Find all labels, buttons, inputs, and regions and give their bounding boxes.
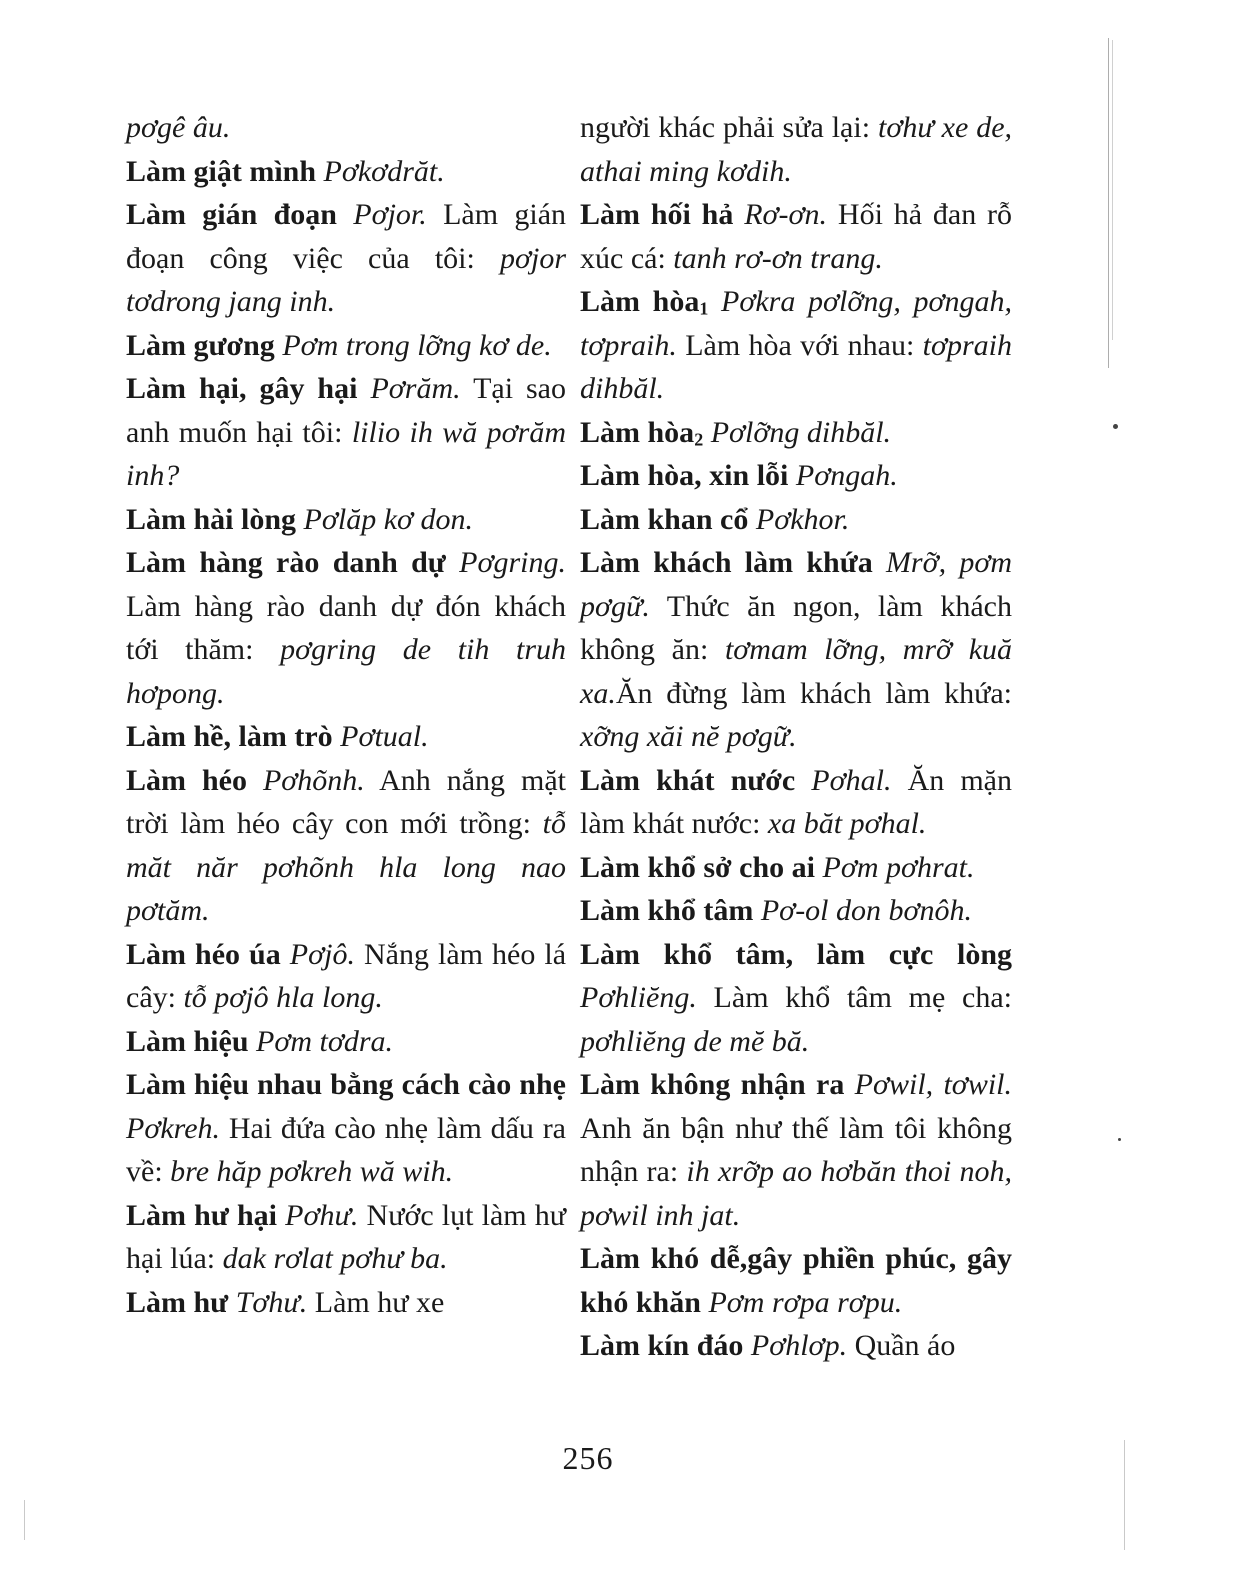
headword: Làm gián đoạn: [126, 198, 337, 231]
example-translation: pơgring de tih truh hơpong.: [126, 633, 566, 710]
dictionary-entry: [580, 106, 1012, 193]
headword: Làm kín đáo: [580, 1329, 744, 1362]
scan-speck: [1118, 1138, 1121, 1141]
scan-speck: [1113, 424, 1118, 429]
translation: Tơhư.: [235, 1285, 308, 1319]
scan-edge-line: [24, 1500, 25, 1540]
dictionary-entry: [580, 411, 1012, 455]
translation: Pơgring.: [459, 546, 566, 579]
headword: Làm gương: [126, 328, 275, 362]
translation: Pơm pơhrat.: [822, 850, 975, 884]
headword: Làm héo: [126, 763, 247, 797]
example: Tại sao anh muốn hại tôi:: [126, 372, 566, 449]
translation: Pơkhor.: [755, 502, 850, 536]
example: Hối hả đan rỗ xúc cá:: [580, 198, 1013, 275]
example-translation: pơjor tơdrong jang inh.: [126, 241, 567, 318]
dictionary-entry: [126, 498, 566, 542]
headword: Làm hề, làm trò: [126, 720, 333, 753]
dictionary-entry: [126, 1194, 566, 1281]
example-translation: xỡng xăi nĕ pơgữ.: [580, 720, 797, 753]
example: Làm hòa với nhau:: [685, 328, 915, 362]
example: Thức ăn ngon, làm khách không ăn:: [580, 589, 1012, 666]
left-column: [126, 106, 566, 1324]
scan-edge-line: [1124, 1440, 1125, 1550]
dictionary-entry: [580, 498, 1012, 542]
translation: Pơwil, tơwil.: [854, 1068, 1013, 1101]
headword: Làm hài lòng: [126, 502, 297, 536]
headword: Làm khan cổ: [580, 502, 749, 536]
example: Anh ăn bận như thế làm tôi không nhận ra:: [580, 1111, 1012, 1188]
example-translation: tanh rơ-ơn trang.: [673, 241, 883, 275]
translation: Pơkreh.: [126, 1111, 221, 1145]
headword: Làm héo úa: [126, 937, 281, 971]
headword: Làm khát nước: [580, 763, 796, 797]
example-translation: dak rơlat pơhư ba.: [222, 1242, 448, 1275]
example: Hai đứa cào nhẹ làm dấu ra về:: [126, 1111, 566, 1188]
right-column: [580, 106, 1012, 1368]
example-translation: tỗ pơjô hla long.: [183, 981, 383, 1014]
translation: Pơ-ol don bơnôh.: [760, 894, 973, 927]
translation: Pơkra pơlỡng, pơngah, tơpraih.: [580, 285, 1012, 362]
example: Quần áo: [854, 1329, 956, 1362]
translation: Pơjor.: [353, 198, 427, 231]
dictionary-entry: [126, 1020, 566, 1064]
translation: Pơtual.: [340, 720, 429, 753]
dictionary-entry: [126, 367, 566, 498]
example-translation: tơpraih dihbăl.: [580, 328, 1012, 405]
translation: Pơrăm.: [370, 372, 461, 405]
translation: Pơm trong lỡng kơ de.: [282, 328, 552, 362]
headword: Làm hiệu: [126, 1024, 249, 1058]
headword: Làm khổ tâm: [580, 894, 754, 927]
example: Anh nắng mặt trời làm héo cây con mới trồng:: [126, 763, 566, 840]
headword: Làm khó dễ,gây phiền phúc, gây khó khăn: [580, 1242, 1012, 1319]
example: Ăn mặn làm khát nước:: [580, 763, 1012, 840]
example: Nước lụt làm hư hại lúa:: [126, 1198, 566, 1275]
dictionary-entry: [580, 193, 1012, 280]
dictionary-entry: [580, 280, 1012, 411]
dictionary-entry: [126, 933, 566, 1020]
headword: Làm hiệu nhau bằng cách cào nhẹ: [126, 1068, 566, 1101]
scan-edge-line: [1108, 38, 1109, 368]
translation: Pơhư.: [285, 1198, 359, 1232]
example: người khác phải sửa lại:: [580, 111, 871, 144]
page-number: 256: [562, 1440, 614, 1476]
headword: Làm hư: [126, 1285, 229, 1319]
example-translation: tơmam lỡng, mrỡ kuă xa.: [580, 633, 1013, 710]
translation: Pơm rơpa rơpu.: [708, 1285, 903, 1319]
headword: Làm giật mình: [126, 154, 317, 188]
dictionary-entry: [580, 1063, 1012, 1237]
translation: Pơhõnh.: [262, 763, 365, 797]
translation: Rơ-ơn.: [744, 198, 828, 231]
headword: Làm hàng rào danh dự: [126, 546, 446, 579]
example-translation: ih xrỡp ao hơbăn thoi noh, pơwil inh jat.: [580, 1155, 1012, 1232]
dictionary-entry: [126, 150, 566, 194]
sense-number: 2: [694, 429, 704, 450]
headword: Làm khổ tâm, làm cực lòng: [580, 937, 1012, 971]
dictionary-entry: pơgê âu.: [126, 111, 231, 144]
dictionary-entry: [580, 541, 1012, 759]
dictionary-entry: [126, 759, 566, 933]
translation: Pơhliĕng.: [580, 981, 697, 1014]
example-translation: pơhliĕng de mĕ bă.: [580, 1024, 810, 1058]
dictionary-entry: [126, 541, 566, 715]
dictionary-entry: [580, 759, 1012, 846]
headword: Làm hối hả: [580, 198, 734, 231]
translation: Mrỡ, pơm pơgữ.: [580, 546, 1013, 623]
headword: Làm hòa, xin lỗi: [580, 459, 789, 492]
example-translation: tỗ măt năr pơhõnh hla long nao pơtăm.: [126, 807, 566, 927]
scan-edge-line: [1112, 40, 1113, 340]
dictionary-entry: [580, 454, 1012, 498]
example-translation: tơhư xe de, athai ming kơdih.: [580, 111, 1013, 188]
translation: Pơhal.: [811, 763, 892, 797]
headword: Làm khách làm khứa: [580, 546, 873, 579]
headword: Làm khổ sở cho ai: [580, 850, 815, 884]
sense-number: 1: [699, 298, 709, 319]
headword: Làm không nhận ra: [580, 1068, 845, 1101]
translation: Pơlỡng dihbăl.: [710, 415, 892, 449]
dictionary-entry: [126, 1281, 566, 1325]
dictionary-entry: [126, 324, 566, 368]
dictionary-entry: [580, 889, 1012, 933]
dictionary-entry: [126, 715, 566, 759]
example-translation: xa băt pơhal.: [767, 807, 927, 840]
translation: Pơkơdrăt.: [323, 154, 445, 188]
dictionary-entry: [580, 1237, 1012, 1324]
dictionary-entry: [580, 846, 1012, 890]
translation: Pơhlơp.: [750, 1329, 848, 1362]
dictionary-entry: [580, 933, 1012, 1064]
example: Làm hàng rào danh dự đón khách tới thăm:: [126, 589, 566, 666]
dictionary-entry: [126, 193, 566, 324]
headword: Làm hòa$_1$: [580, 285, 709, 319]
headword: Làm hòa$_2$: [580, 415, 704, 450]
translation: Pơjô.: [289, 937, 355, 971]
translation: Pơm tơdra.: [256, 1024, 394, 1058]
example-translation: bre hăp pơkreh wă wih.: [170, 1155, 454, 1188]
example-translation: lilio ih wă pơrăm inh?: [126, 415, 566, 492]
dictionary-entry: [126, 1063, 566, 1194]
translation: Pơlăp kơ don.: [303, 502, 474, 536]
example: Làm gián đoạn công việc của tôi:: [126, 198, 567, 275]
example: Làm hư xe: [314, 1285, 445, 1319]
example: Ăn đừng làm khách làm khứa:: [615, 676, 1012, 710]
headword: Làm hư hại: [126, 1198, 278, 1232]
translation: Pơngah.: [795, 459, 898, 492]
dictionary-entry: [580, 1324, 1012, 1368]
example: Làm khổ tâm mẹ cha:: [713, 981, 1012, 1014]
example: Nắng làm héo lá cây:: [126, 937, 567, 1014]
headword: Làm hại, gây hại: [126, 372, 358, 405]
